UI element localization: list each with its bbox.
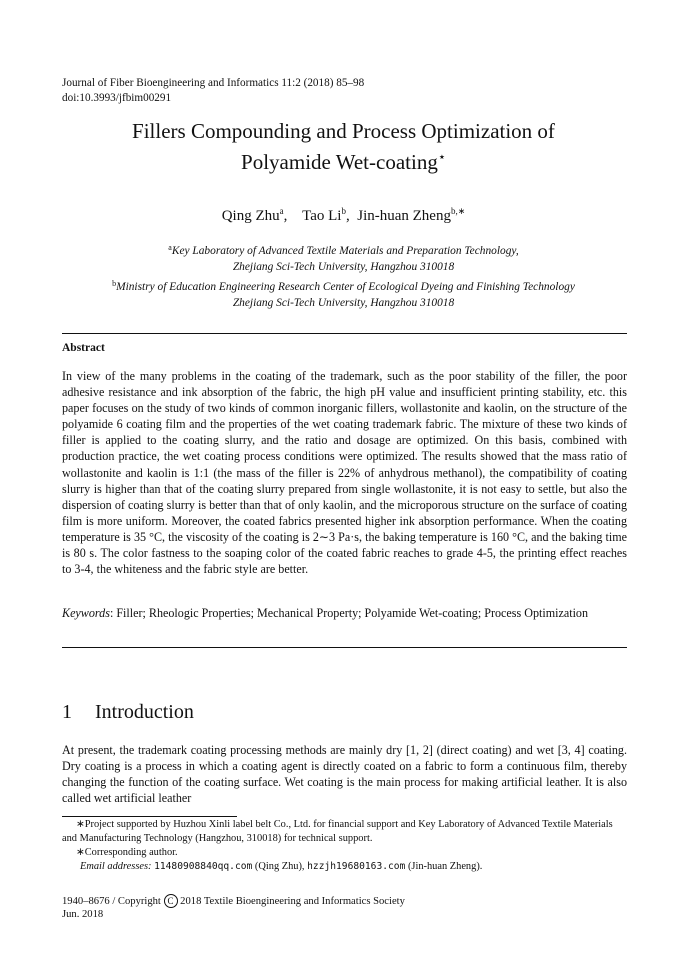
issn: 1940–8676 / Copyright xyxy=(62,896,164,907)
keywords xyxy=(62,605,627,621)
title-footnote-star[interactable]: ⋆ xyxy=(437,149,446,164)
top-rule xyxy=(62,333,627,334)
affil-line: Zhejiang Sci-Tech University, Hangzhou 310018 xyxy=(232,261,455,273)
author-list: Qing Zhu$^a$, Tao Li$^b$, Jin-huan Zheng$^{b,∗}$ xyxy=(221,206,466,224)
email-owner: (Jin-huan Zheng). xyxy=(405,861,483,872)
affil-mark: a xyxy=(168,243,172,252)
section-heading xyxy=(62,701,194,724)
title-line-2: Polyamide Wet-coating xyxy=(241,150,438,174)
affil-mark: b xyxy=(112,279,117,288)
doi-link[interactable]: doi:10.3993/jfbim00291 xyxy=(62,92,172,104)
affiliation-b xyxy=(62,276,625,311)
footnote-rule xyxy=(62,816,237,817)
affil-line: Key Laboratory of Advanced Textile Materials and Preparation Technology, xyxy=(171,245,519,257)
journal-citation: Journal of Fiber Bioengineering and Informatics 11:2 (2018) 85–98 xyxy=(62,77,365,89)
footnote-corresponding: ∗Corresponding author. xyxy=(76,847,178,858)
paper-title xyxy=(62,119,625,175)
title-line-1: Fillers Compounding and Process Optimization of xyxy=(132,119,555,143)
keywords-label: Keywords xyxy=(62,606,110,620)
email-label: Email addresses: xyxy=(80,861,152,872)
keywords-text: : Filler; Rheologic Properties; Mechanical Property; Polyamide Wet-coating; Process Optimization xyxy=(109,606,589,620)
author-affil-mark: b xyxy=(341,206,346,216)
abstract-text: In view of the many problems in the coating of the trademark, such as the poor stability of the filler, the poor adhesive resistance and ink absorption of the fabric, the high pH value and insufficient printing stability, etc. this paper focuses on the study of two kinds of common inorganic fillers, wollastonite and kaolin, on the structure of the polyamide 6 coating film and the properties of the wet coating trademark fabric. The mixture of these two kinds of filler is applied to the coating slurry, and the ratio and dosage are optimized. On this basis, combined with production practice, the wet coating process conditions were optimized. The results showed that the mass ratio of wollastonite and kaolin is 1:1 (the mass of the filler is 22% of anhydrous methanol), the compatibility of coating slurry is higher than that of the coating slurry prepared from single wollastonite, it is not easy to settle, but also the dispersion of coating slurry is better than that of only kaolin, and the microporous structure on the surface of coating film is more uniform. Moreover, the coated fabrics presented higher ink absorption performance. When the coating temperature is 35 °C, the viscosity of the coating is 2∼3 Pa·s, the baking temperature is 160 °C, and the baking time is 80 s. The color fastness to the soaping color of the coated fabric reaches to grade 4-5, the printing effect reaches to 3-4, the whiteness and the fabric style are better. xyxy=(62,369,627,577)
author-name: Jin-huan Zheng xyxy=(357,208,451,224)
email-link[interactable]: 11480908840qq.com xyxy=(154,861,253,872)
publication-date: Jun. 2018 xyxy=(62,909,104,920)
abstract-heading: Abstract xyxy=(62,342,105,354)
bottom-rule xyxy=(62,647,627,648)
author-affil-mark: b,∗ xyxy=(450,206,466,216)
introduction-text: At present, the trademark coating processing methods are mainly dry [1, 2] (direct coating) and wet [3, 4] coating. Dry coating is a process in which a coating agent is directly coated on a fabric to form a continuous film, thereby changing the function of the coating surface. Wet coating is the main process for making artificial leather. It is also called wet artificial leather xyxy=(62,743,627,806)
email-owner: (Qing Zhu), xyxy=(252,861,308,872)
footnote-project: ∗Project supported by Huzhou Xinli label belt Co., Ltd. for financial support and Key Laboratory of Advanced Textile Materials and Manufacturing Technology (Hangzhou, 310018) for technical support. xyxy=(62,819,613,844)
society: 2018 Textile Bioengineering and Informatics Society xyxy=(177,896,405,907)
author-name: Qing Zhu xyxy=(221,208,280,224)
affil-line: Zhejiang Sci-Tech University, Hangzhou 310018 xyxy=(232,297,455,309)
author-name: Tao Li xyxy=(302,208,342,224)
section-title: Introduction xyxy=(95,701,194,723)
section-number: 1 xyxy=(62,701,72,723)
email-link[interactable]: hzzjh19680163.com xyxy=(307,861,406,872)
affil-line: Ministry of Education Engineering Research Center of Ecological Dyeing and Finishing Technology xyxy=(116,281,575,293)
author-affil-mark: a xyxy=(279,206,284,216)
affiliation-a xyxy=(62,240,625,275)
copyright-line xyxy=(62,894,405,909)
footnote-emails xyxy=(80,860,482,874)
copyright-icon: C xyxy=(164,894,178,908)
